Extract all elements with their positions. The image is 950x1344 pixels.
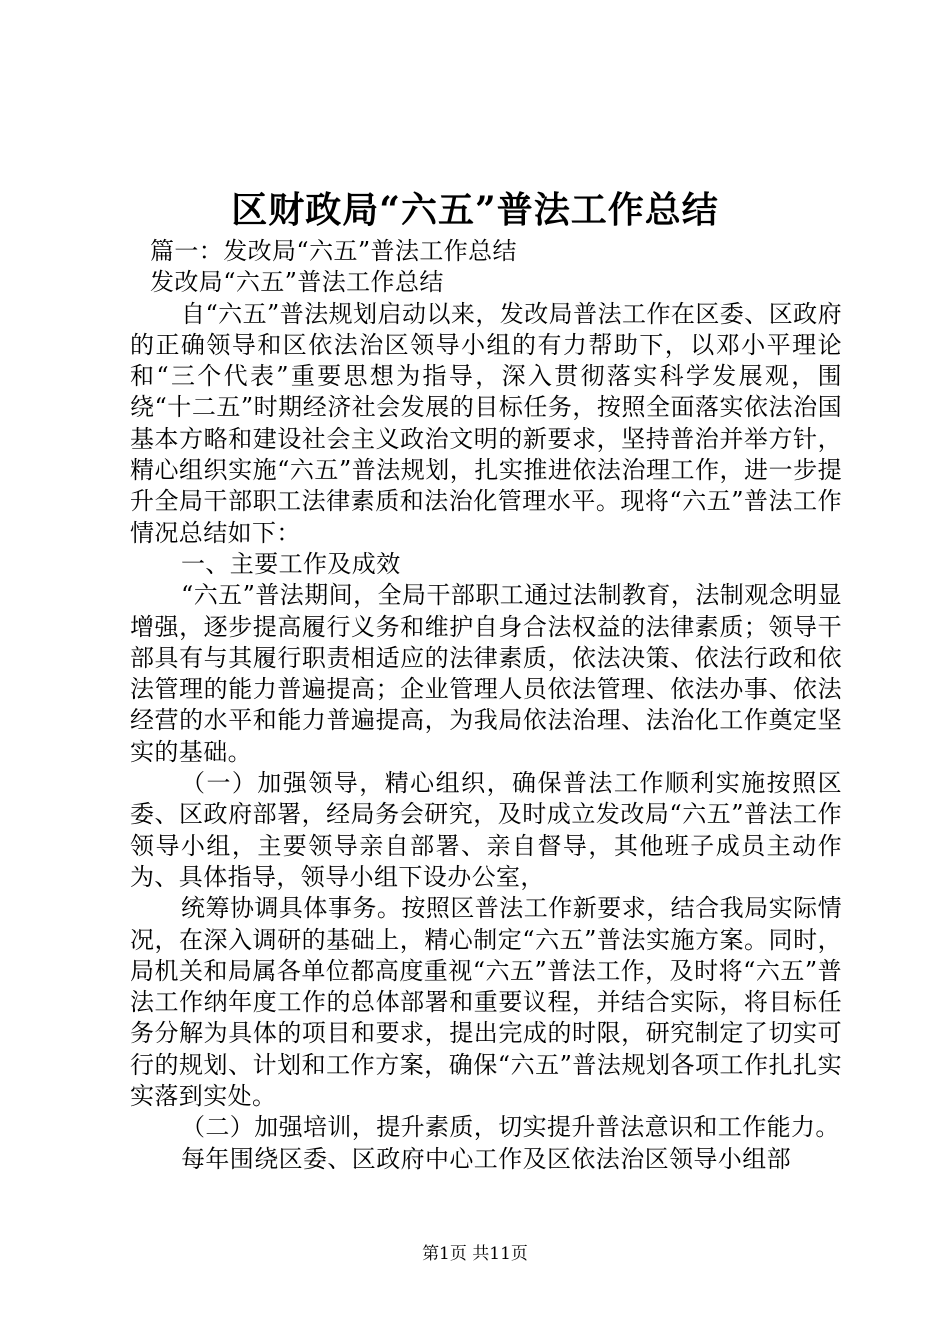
paragraph: “六五”普法期间，全局干部职工通过法制教育，法制观念明显增强，逐步提高履行义务和维护自身合法权益的法律素质；领导干部具有与其履行职责相适应的法律素质，依法决策、依法行政和依法管理的能力普遍提高；企业管理人员依法管理、依法办事、依法经营的水平和能力普遍提高，为我局依法治理、法治化工作奠定坚实的基础。 <box>130 581 842 766</box>
paragraph: 自“六五”普法规划启动以来，发改局普法工作在区委、区政府的正确领导和区依法治区领导小组的有力帮助下，以邓小平理论和“三个代表”重要思想为指导，深入贯彻落实科学发展观，围绕“十二五”时期经济社会发展的目标任务，按照全面落实依法治国基本方略和建设社会主义政治文明的新要求，坚持普治并举方针，精心组织实施“六五”普法规划，扎实推进依法治理工作，进一步提升全局干部职工法律素质和法治化管理水平。现将“六五”普法工作情况总结如下： <box>130 299 842 547</box>
paragraph: （二）加强培训，提升素质，切实提升普法意识和工作能力。 <box>181 1113 840 1142</box>
page-footer: 第1页 共11页 <box>422 1244 528 1264</box>
paragraph: 篇一：发改局“六五”普法工作总结 <box>150 237 517 265</box>
paragraph: 统筹协调具体事务。按照区普法工作新要求，结合我局实际情况，在深入调研的基础上，精心制定“六五”普法实施方案。同时，局机关和局属各单位都高度重视“六五”普法工作，及时将“六五”普法工作纳年度工作的总体部署和重要议程，并结合实际，将目标任务分解为具体的项目和要求，提出完成的时限，研究制定了切实可行的规划、计划和工作方案，确保“六五”普法规划各项工作扎扎实实落到实处。 <box>130 894 842 1111</box>
document-title: 区财政局“六五”普法工作总结 <box>231 189 719 231</box>
document-body <box>130 236 842 1175</box>
paragraph: 每年围绕区委、区政府中心工作及区依法治区领导小组部 <box>181 1144 791 1173</box>
paragraph: 发改局“六五”普法工作总结 <box>150 268 444 297</box>
section-heading: 一、主要工作及成效 <box>181 549 401 578</box>
paragraph: （一）加强领导，精心组织，确保普法工作顺利实施按照区委、区政府部署，经局务会研究，及时成立发改局“六五”普法工作领导小组，主要领导亲自部署、亲自督导，其他班子成员主动作为、具体指导，领导小组下设办公室， <box>130 769 842 891</box>
